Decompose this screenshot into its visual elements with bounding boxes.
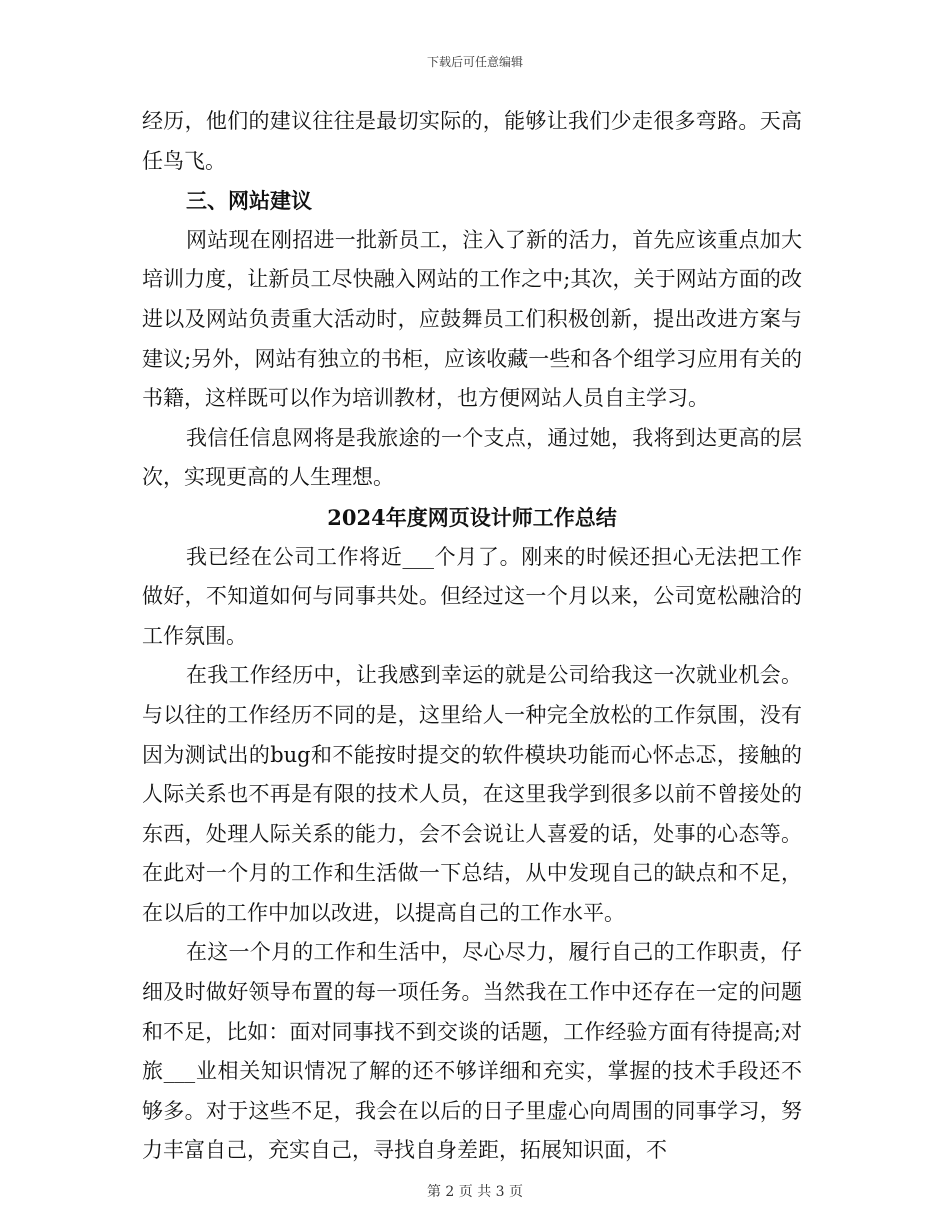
paragraph: 我已经在公司工作将近___个月了。刚来的时候还担心无法把工作做好，不知道如何与同事共处。但经过这一个月以来，公司宽松融洽的工作氛围。 xyxy=(142,544,802,648)
section-heading: 三、网站建议 xyxy=(186,188,312,214)
article-title: 2024年度网页设计师工作总结 xyxy=(327,504,617,530)
paragraph-continued: 经历，他们的建议往往是最切实际的，能够让我们少走很多弯路。天高任鸟飞。 xyxy=(142,109,802,173)
paragraph: 网站现在刚招进一批新员工，注入了新的活力，首先应该重点加大培训力度，让新员工尽快融入网站的工作之中;其次，关于网站方面的改进以及网站负责重大活动时，应鼓舞员工们积极创新，提出改进方案与建议;另外，网站有独立的书柜，应该收藏一些和各个组学习应用有关的书籍，这样既可以作为培训教材，也方便网站人员自主学习。 xyxy=(142,227,802,411)
paragraph: 我信任信息网将是我旅途的一个支点，通过她，我将到达更高的层次，实现更高的人生理想。 xyxy=(142,425,802,490)
paragraph: 在我工作经历中，让我感到幸运的就是公司给我这一次就业机会。与以往的工作经历不同的是，这里给人一种完全放松的工作氛围，没有因为测试出的bug和不能按时提交的软件模块功能而心怀忐忑，接触的人际关系也不再是有限的技术人员，在这里我学到很多以前不曾接处的东西，处理人际关系的能力，会不会说让人喜爱的话，处事的心态等。在此对一个月的工作和生活做一下总结，从中发现自己的缺点和不足，在以后的工作中加以改进，以提高自己的工作水平。 xyxy=(142,663,802,925)
page-number: 第 2 页 共 3 页 xyxy=(426,1184,524,1200)
paragraph: 在这一个月的工作和生活中，尽心尽力，履行自己的工作职责，仔细及时做好领导布置的每一项任务。当然我在工作中还存在一定的问题和不足，比如：面对同事找不到交谈的话题，工作经验方面有待提高;对旅___业相关知识情况了解的还不够详细和充实，掌握的技术手段还不够多。对于这些不足，我会在以后的日子里虚心向周围的同事学习，努力丰富自己，充实自己，寻找自身差距，拓展知识面，不 xyxy=(142,940,802,1163)
document-body xyxy=(142,102,802,1171)
page-header: 下载后可任意编辑 xyxy=(426,55,523,69)
